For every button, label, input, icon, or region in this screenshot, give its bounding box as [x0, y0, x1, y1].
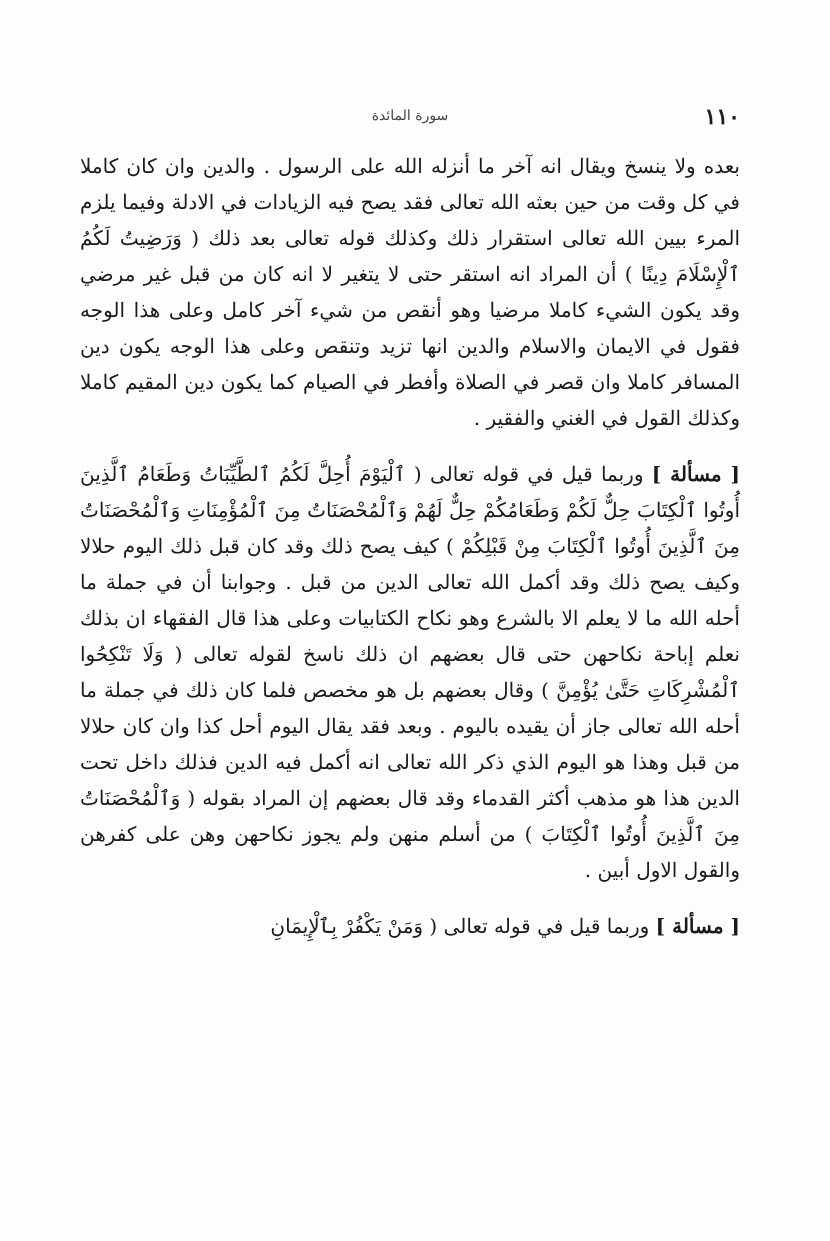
page-header — [80, 104, 740, 134]
body-text — [80, 148, 740, 944]
section-label: [ مسألة ] — [655, 914, 740, 938]
paragraph-text: وربما قيل في قوله تعالى ( ٱلْيَوْمَ أُحِلَّ لَكُمُ ٱلطَّيِّبَاتُ وَطَعَامُ ٱلَّذِينَ أُوتُوا ٱلْكِتَابَ حِلٌّ لَكُمْ وَطَعَامُكُمْ حِلٌّ لَهُمْ وَٱلْمُحْصَنَاتُ مِنَ ٱلْمُؤْمِنَاتِ وَٱلْمُحْصَنَاتُ مِنَ ٱلَّذِينَ أُوتُوا ٱلْكِتَابَ مِنْ قَبْلِكُمْ ) كيف يصح ذلك وقد كان قبل ذلك اليوم حلالا وكيف يصح ذلك وقد أكمل الله تعالى الدين من قبل . وجوابنا أن في جملة ما أحله الله ما لا يعلم الا بالشرع وهو نكاح الكتابيات وعلى هذا قال الفقهاء ان بذلك نعلم إباحة نكاحهن حتى قال بعضهم ان ذلك ناسخ لقوله تعالى ( وَلَا تَنْكِحُوا ٱلْمُشْرِكَاتِ حَتَّىٰ يُؤْمِنَّ ) وقال بعضهم بل هو مخصص فلما كان ذلك في جملة ما أحله الله تعالى جاز أن يقيده باليوم . وبعد فقد يقال اليوم أحل كذا وان كان حلالا من قبل وهذا هو اليوم الذي ذكر الله تعالى انه أكمل فيه الدين فذلك داخل تحت الدين هذا هو مذهب أكثر القدماء وقد قال بعضهم إن المراد بقوله ( وَٱلْمُحْصَنَاتُ مِنَ ٱلَّذِينَ أُوتُوا ٱلْكِتَابَ ) من أسلم منهن ولم يجوز نكاحهن وهن على كفرهن والقول الاول أبين . — [80, 462, 740, 882]
paragraph — [80, 908, 740, 944]
section-label: [ مسألة ] — [651, 462, 740, 486]
paragraph-text: بعده ولا ينسخ ويقال انه آخر ما أنزله الله على الرسول . والدين وان كان كاملا في كل وقت من حين بعثه الله تعالى فقد يصح فيه الزيادات في الادلة وفيما يلزم المرء بيين الله تعالى استقرار ذلك وكذلك قوله تعالى بعد ذلك ( وَرَضِيتُ لَكُمُ ٱلْإِسْلَامَ دِينًا ) أن المراد انه استقر حتى لا يتغير لا انه كان من قبل غير مرضي وقد يكون الشيء كاملا مرضيا وهو أنقص من شيء آخر كامل وعلى هذا الوجه فقول في الايمان والاسلام والدين انها تزيد وتنقص وعلى هذا الوجه يكون دين المسافر كاملا وان قصر في الصلاة وأفطر في الصيام كما يكون دين المقيم كاملا وكذلك القول في الغني والفقير . — [80, 154, 740, 430]
page-number: ١١٠ — [704, 104, 740, 130]
paragraph — [80, 148, 740, 436]
paragraph-text: وربما قيل في قوله تعالى ( وَمَنْ يَكْفُرْ بِٱلْإِيمَانِ — [270, 914, 650, 938]
running-title: سورة المائدة — [371, 108, 449, 124]
paragraph — [80, 456, 740, 888]
